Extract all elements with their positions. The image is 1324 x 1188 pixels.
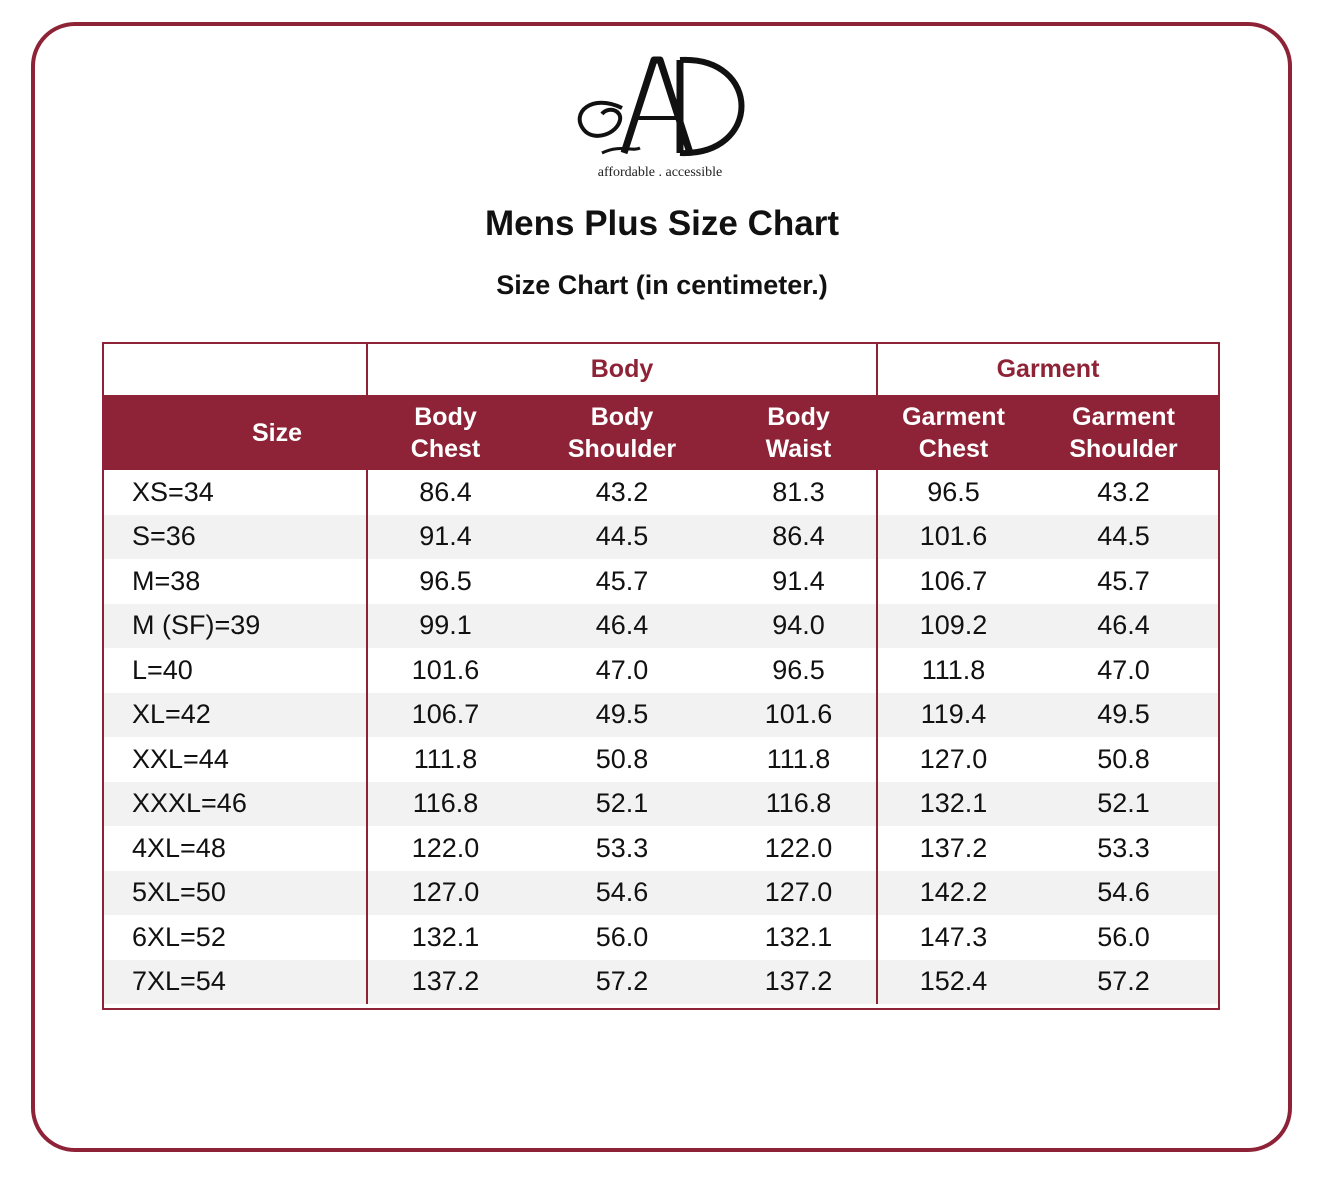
value-cell: 111.8 xyxy=(721,737,877,782)
value-cell: 116.8 xyxy=(721,782,877,827)
size-cell: 5XL=50 xyxy=(104,871,367,916)
value-cell: 122.0 xyxy=(411,832,480,863)
value-cell: 116.8 xyxy=(367,782,523,827)
header-line: Body xyxy=(414,402,477,431)
table-row xyxy=(104,604,1218,649)
value-cell: 86.4 xyxy=(721,515,877,560)
value-cell: 53.3 xyxy=(1097,832,1150,863)
header-line: Body xyxy=(590,402,654,431)
group-header-row xyxy=(104,344,1218,395)
header-line: Shoulder xyxy=(567,434,677,463)
value-cell: 56.0 xyxy=(595,921,649,952)
column-header-garment-shoulder xyxy=(1029,395,1218,470)
value-cell: 86.4 xyxy=(419,476,472,507)
size-cell: M=38 xyxy=(104,559,367,604)
column-header-size xyxy=(104,395,367,470)
value-cell: 96.5 xyxy=(419,565,472,596)
value-cell: 101.6 xyxy=(411,654,480,685)
value-cell: 49.5 xyxy=(523,693,721,738)
value-cell: 142.2 xyxy=(877,871,1029,916)
value-cell: 46.4 xyxy=(1029,604,1218,649)
value-cell: 44.5 xyxy=(523,515,721,560)
size-cell: L=40 xyxy=(104,648,367,693)
size-chart-table xyxy=(102,342,1220,1010)
value-cell: 137.2 xyxy=(721,960,877,1005)
ad-monogram-icon xyxy=(562,48,762,168)
value-cell: 45.7 xyxy=(1097,565,1150,596)
group-header-body: Body xyxy=(367,344,877,395)
value-cell: 46.4 xyxy=(523,604,721,649)
table-row xyxy=(104,515,1218,560)
size-cell: XS=34 xyxy=(104,470,367,515)
value-cell: 106.7 xyxy=(919,565,988,596)
table-row xyxy=(104,826,1218,871)
column-header-body-shoulder xyxy=(523,395,721,470)
value-cell: 54.6 xyxy=(523,871,721,916)
value-cell: 91.4 xyxy=(367,515,523,560)
header-line: Chest xyxy=(410,434,481,463)
table-row xyxy=(104,559,1218,604)
value-cell: 53.3 xyxy=(595,832,649,863)
value-cell: 45.7 xyxy=(595,565,649,596)
value-cell: 91.4 xyxy=(721,559,877,604)
size-cell: XL=42 xyxy=(104,693,367,738)
column-header-size-label: Size xyxy=(251,418,303,447)
header-line: Body xyxy=(767,402,830,431)
size-cell: M (SF)=39 xyxy=(104,604,367,649)
value-cell: 147.3 xyxy=(919,921,988,952)
value-cell: 99.1 xyxy=(367,604,523,649)
group-header-garment: Garment xyxy=(877,344,1218,395)
value-cell: 137.2 xyxy=(367,960,523,1005)
table-row xyxy=(104,648,1218,693)
value-cell: 106.7 xyxy=(367,693,523,738)
value-cell: 57.2 xyxy=(523,960,721,1005)
value-cell: 54.6 xyxy=(1029,871,1218,916)
value-cell: 57.2 xyxy=(1029,960,1218,1005)
value-cell: 52.1 xyxy=(1029,782,1218,827)
table-row xyxy=(104,915,1218,960)
table-row xyxy=(104,693,1218,738)
value-cell: 56.0 xyxy=(1097,921,1150,952)
header-line: Shoulder xyxy=(1069,434,1178,463)
value-cell: 49.5 xyxy=(1029,693,1218,738)
value-cell: 127.0 xyxy=(367,871,523,916)
value-cell: 47.0 xyxy=(1097,654,1150,685)
value-cell: 96.5 xyxy=(927,476,980,507)
group-header-empty xyxy=(104,344,367,395)
value-cell: 50.8 xyxy=(1097,743,1150,774)
value-cell: 111.8 xyxy=(413,743,478,774)
value-cell: 43.2 xyxy=(595,476,649,507)
value-cell: 109.2 xyxy=(877,604,1029,649)
value-cell: 127.0 xyxy=(721,871,877,916)
value-cell: 137.2 xyxy=(919,832,988,863)
value-cell: 50.8 xyxy=(595,743,649,774)
table-row xyxy=(104,782,1218,827)
header-line: Chest xyxy=(918,434,989,463)
size-cell: XXXL=46 xyxy=(104,782,367,827)
value-cell: 94.0 xyxy=(721,604,877,649)
value-cell: 101.6 xyxy=(721,693,877,738)
size-cell: S=36 xyxy=(104,515,367,560)
value-cell: 127.0 xyxy=(919,743,988,774)
size-cell: XXL=44 xyxy=(104,737,367,782)
value-cell: 81.3 xyxy=(721,470,877,515)
table-row xyxy=(104,960,1218,1005)
size-table xyxy=(104,344,1218,1004)
value-cell: 111.8 xyxy=(921,654,986,685)
value-cell: 47.0 xyxy=(595,654,649,685)
value-cell: 44.5 xyxy=(1029,515,1218,560)
size-cell: 4XL=48 xyxy=(104,826,367,871)
value-cell: 101.6 xyxy=(877,515,1029,560)
column-header-body-waist xyxy=(721,395,877,470)
page-title: Mens Plus Size Chart xyxy=(485,204,839,243)
value-cell: 96.5 xyxy=(721,648,877,693)
table-row xyxy=(104,470,1218,515)
size-cell: 6XL=52 xyxy=(104,915,367,960)
page-subtitle: Size Chart (in centimeter.) xyxy=(496,270,828,300)
value-cell: 119.4 xyxy=(877,693,1029,738)
value-cell: 132.1 xyxy=(877,782,1029,827)
header-line: Garment xyxy=(902,402,1005,431)
value-cell: 43.2 xyxy=(1097,476,1150,507)
table-body xyxy=(104,470,1218,1004)
value-cell: 132.1 xyxy=(411,921,480,952)
column-header-body-chest xyxy=(367,395,523,470)
value-cell: 152.4 xyxy=(877,960,1029,1005)
table-row xyxy=(104,737,1218,782)
brand-tagline: affordable . accessible xyxy=(597,165,723,180)
size-cell: 7XL=54 xyxy=(104,960,367,1005)
value-cell: 52.1 xyxy=(523,782,721,827)
column-header-garment-chest xyxy=(877,395,1029,470)
header-line: Garment xyxy=(1072,402,1175,431)
value-cell: 132.1 xyxy=(721,915,877,960)
column-header-row xyxy=(104,395,1218,470)
value-cell: 122.0 xyxy=(721,826,877,871)
table-row xyxy=(104,871,1218,916)
header-line: Waist xyxy=(765,434,832,463)
